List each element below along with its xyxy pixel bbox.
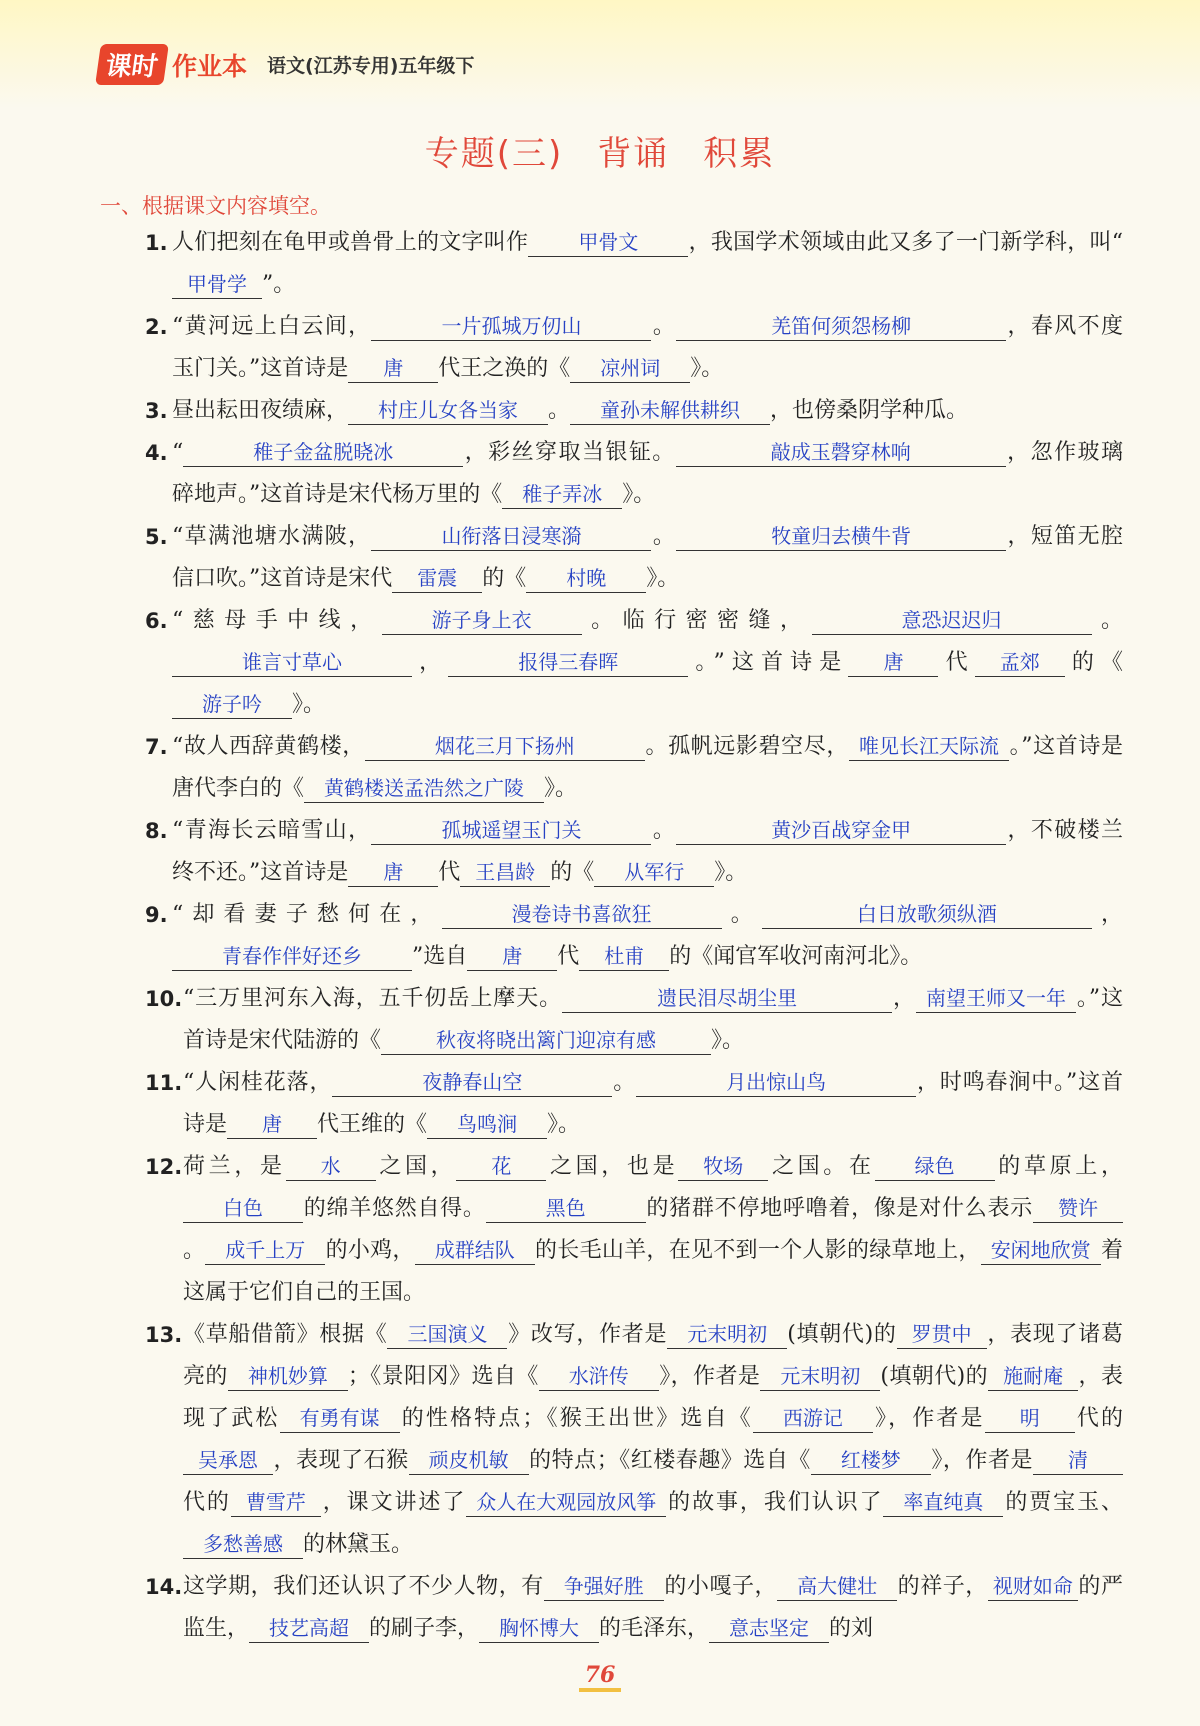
text-segment: (填朝代)的 bbox=[880, 1364, 989, 1389]
book-title: 语文(江苏专用)五年级下 bbox=[267, 55, 475, 77]
question-text bbox=[172, 222, 1123, 306]
text-segment: 荷兰，是 bbox=[183, 1154, 286, 1179]
answer-blank[interactable]: 雷震 bbox=[392, 564, 482, 593]
answer-blank[interactable]: 报得三春晖 bbox=[448, 648, 688, 677]
text-segment: 的《 bbox=[1064, 650, 1123, 675]
answer-blank[interactable]: 争强好胜 bbox=[544, 1572, 664, 1601]
text-segment: ，表现了武松 bbox=[183, 1364, 1123, 1431]
text-segment: ， bbox=[412, 650, 449, 675]
text-segment: 。 bbox=[548, 398, 571, 423]
text-segment: 代王维的《 bbox=[317, 1112, 428, 1137]
question-number: 6. bbox=[145, 609, 168, 633]
question-13 bbox=[145, 1314, 1123, 1566]
text-segment: ，时鸣春涧中。”这首诗是 bbox=[183, 1070, 1124, 1137]
text-segment: “慈母手中线， bbox=[172, 608, 382, 633]
answer-blank[interactable]: 意志坚定 bbox=[709, 1614, 829, 1643]
text-segment: 。 bbox=[721, 902, 762, 927]
answer-blank[interactable]: 夜静春山空 bbox=[332, 1068, 612, 1097]
text-segment: 。 bbox=[612, 1070, 637, 1095]
text-segment: ”选自 bbox=[412, 944, 468, 969]
text-segment: 》，作者是 bbox=[872, 1406, 985, 1431]
text-segment: 的贾宝玉、 bbox=[1003, 1490, 1123, 1515]
text-segment: ，不破楼兰终不还。”这首诗是 bbox=[172, 818, 1123, 885]
text-segment: 的《 bbox=[550, 860, 595, 885]
question-9 bbox=[145, 894, 1123, 978]
text-segment: “青海长云暗雪山， bbox=[172, 818, 372, 843]
answer-blank[interactable]: 牧童归去横牛背 bbox=[676, 522, 1006, 551]
text-segment: 《草船借箭》根据《 bbox=[183, 1322, 388, 1347]
answer-blank[interactable]: 多愁善感 bbox=[183, 1530, 303, 1559]
question-8 bbox=[145, 810, 1123, 894]
question-text bbox=[172, 306, 1123, 390]
text-segment: 的毛泽东， bbox=[599, 1616, 710, 1641]
text-segment: 》。 bbox=[292, 692, 326, 717]
answer-blank[interactable]: 一片孤城万仞山 bbox=[371, 312, 651, 341]
question-number: 9. bbox=[145, 903, 168, 927]
page-header bbox=[0, 0, 1200, 108]
text-segment: 的祥子， bbox=[897, 1574, 988, 1599]
text-segment: 的草原上， bbox=[994, 1154, 1123, 1179]
question-number: 12. bbox=[145, 1155, 183, 1179]
answer-blank[interactable]: 杜甫 bbox=[579, 942, 669, 971]
question-text bbox=[183, 1566, 1123, 1650]
answer-blank[interactable]: 顽皮机敏 bbox=[409, 1446, 529, 1475]
answer-blank[interactable]: 南望王师又一年 bbox=[916, 984, 1076, 1013]
answer-blank[interactable]: 罗贯中 bbox=[897, 1320, 987, 1349]
question-4 bbox=[145, 432, 1123, 516]
question-text bbox=[172, 810, 1123, 894]
text-segment: 代 bbox=[557, 944, 580, 969]
answer-blank[interactable]: 水 bbox=[286, 1152, 376, 1181]
logo-subtitle: 作业本 bbox=[172, 51, 248, 81]
answer-blank[interactable]: 红楼梦 bbox=[811, 1446, 931, 1475]
text-segment: ，忽作玻璃碎地声。”这首诗是宋代杨万里的《 bbox=[172, 440, 1123, 507]
question-text bbox=[183, 1146, 1123, 1314]
text-segment: 的故事，我们认识了 bbox=[666, 1490, 884, 1515]
question-12 bbox=[145, 1146, 1123, 1314]
text-segment: 的小鸡， bbox=[325, 1238, 415, 1263]
text-segment: 之国， bbox=[375, 1154, 457, 1179]
question-2 bbox=[145, 306, 1123, 390]
text-segment: ，也傍桑阴学种瓜。 bbox=[770, 398, 969, 423]
answer-blank[interactable]: 绿色 bbox=[875, 1152, 995, 1181]
text-segment: 代 bbox=[438, 860, 461, 885]
answer-blank[interactable]: 众人在大观园放风筝 bbox=[466, 1488, 666, 1517]
answer-blank[interactable]: 施耐庵 bbox=[988, 1362, 1078, 1391]
answer-blank[interactable]: 唐 bbox=[848, 648, 938, 677]
page-number: 76 bbox=[579, 1662, 622, 1692]
question-number: 14. bbox=[145, 1575, 183, 1599]
text-segment: 》。 bbox=[714, 860, 748, 885]
answer-blank[interactable]: 遗民泪尽胡尘里 bbox=[562, 984, 892, 1013]
answer-blank[interactable]: 白色 bbox=[183, 1194, 303, 1223]
answer-blank[interactable]: 率直纯真 bbox=[883, 1488, 1003, 1517]
text-segment: ，我国学术领域由此又多了一门新学科，叫“ bbox=[688, 230, 1123, 255]
question-text bbox=[183, 1314, 1123, 1566]
answer-blank[interactable]: 敲成玉磬穿林响 bbox=[676, 438, 1006, 467]
question-number: 4. bbox=[145, 441, 168, 465]
text-segment: ，课文讲述了 bbox=[320, 1490, 467, 1515]
question-text bbox=[172, 894, 1123, 978]
text-segment: 。”这首诗是唐代李白的《 bbox=[172, 734, 1123, 801]
answer-blank[interactable]: 成千上万 bbox=[205, 1236, 325, 1265]
answer-blank[interactable]: 稚子金盆脱晓冰 bbox=[183, 438, 463, 467]
text-segment: 。临行密密缝， bbox=[581, 608, 812, 633]
question-text bbox=[172, 432, 1123, 516]
answer-blank[interactable]: 唐 bbox=[348, 858, 438, 887]
answer-blank[interactable]: 白日放歌须纵酒 bbox=[762, 900, 1092, 929]
answer-blank[interactable]: 视财如命 bbox=[988, 1572, 1078, 1601]
text-segment: 》，作者是 bbox=[658, 1364, 761, 1389]
title-recite: 背诵 bbox=[597, 134, 670, 174]
text-segment: 代的 bbox=[183, 1490, 231, 1515]
answer-blank[interactable]: 游子身上衣 bbox=[382, 606, 582, 635]
text-segment: 的严监生， bbox=[183, 1574, 1123, 1641]
text-segment: 之国。在 bbox=[768, 1154, 875, 1179]
answer-blank[interactable]: 烟花三月下扬州 bbox=[365, 732, 645, 761]
text-segment: 。”这首诗是 bbox=[688, 650, 849, 675]
text-segment: 的绵羊悠然自得。 bbox=[303, 1196, 486, 1221]
question-text bbox=[172, 390, 1123, 432]
question-number: 13. bbox=[145, 1323, 183, 1347]
title-accumulate: 积累 bbox=[703, 134, 776, 174]
text-segment: “草满池塘水满陂， bbox=[172, 524, 372, 549]
answer-blank[interactable]: 有勇有谋 bbox=[280, 1404, 400, 1433]
text-segment: “却看妻子愁何在， bbox=[172, 902, 442, 927]
question-7 bbox=[145, 726, 1123, 810]
question-5 bbox=[145, 516, 1123, 600]
answer-blank[interactable]: 成群结队 bbox=[415, 1236, 535, 1265]
answer-blank[interactable]: 唐 bbox=[467, 942, 557, 971]
text-segment: 的《 bbox=[482, 566, 527, 591]
question-text bbox=[183, 1062, 1123, 1146]
question-number: 8. bbox=[145, 819, 168, 843]
answer-blank[interactable]: 从军行 bbox=[594, 858, 714, 887]
text-segment: 人们把刻在龟甲或兽骨上的文字叫作 bbox=[172, 230, 529, 255]
answer-blank[interactable]: 村晚 bbox=[526, 564, 646, 593]
question-number: 11. bbox=[145, 1071, 183, 1095]
answer-blank[interactable]: 三国演义 bbox=[387, 1320, 507, 1349]
text-segment: 。 bbox=[1091, 608, 1123, 633]
text-segment: ；《景阳冈》选自《 bbox=[347, 1364, 539, 1389]
answer-blank[interactable]: 曹雪芹 bbox=[231, 1488, 321, 1517]
answer-blank[interactable]: 孤城遥望玉门关 bbox=[371, 816, 651, 845]
question-11 bbox=[145, 1062, 1123, 1146]
text-segment: 的林黛玉。 bbox=[303, 1532, 414, 1557]
text-segment: 》。 bbox=[622, 482, 656, 507]
answer-blank[interactable]: 高大健壮 bbox=[777, 1572, 897, 1601]
answer-blank[interactable]: 元末明初 bbox=[760, 1362, 880, 1391]
question-text bbox=[172, 726, 1123, 810]
text-segment: 》，作者是 bbox=[930, 1448, 1033, 1473]
text-segment: 这学期，我们还认识了不少人物，有 bbox=[183, 1574, 544, 1599]
answer-blank[interactable]: 山衔落日浸寒漪 bbox=[371, 522, 651, 551]
text-segment: 。 bbox=[651, 314, 677, 339]
text-segment: 。”这首诗是宋代陆游的《 bbox=[183, 986, 1123, 1053]
answer-blank[interactable]: 西游记 bbox=[753, 1404, 873, 1433]
text-segment: 的性格特点；《猴王出世》选自《 bbox=[399, 1406, 753, 1431]
text-segment: 》。 bbox=[544, 776, 578, 801]
logo: 课时 bbox=[95, 44, 169, 85]
text-segment: 代的 bbox=[1074, 1406, 1123, 1431]
answer-blank[interactable]: 安闲地欣赏 bbox=[981, 1236, 1101, 1265]
answer-blank[interactable]: 花 bbox=[456, 1152, 546, 1181]
text-segment: “ bbox=[172, 440, 184, 465]
answer-blank[interactable]: 水浒传 bbox=[539, 1362, 659, 1391]
question-number: 1. bbox=[145, 231, 168, 255]
text-segment: 的猪群不停地呼噜着，像是对什么表示 bbox=[645, 1196, 1033, 1221]
text-segment: 之国，也是 bbox=[546, 1154, 679, 1179]
answer-blank[interactable]: 村庄儿女各当家 bbox=[348, 396, 548, 425]
text-segment: 》。 bbox=[690, 356, 724, 381]
question-14 bbox=[145, 1566, 1123, 1650]
question-number: 2. bbox=[145, 315, 168, 339]
answer-blank[interactable]: 神机妙算 bbox=[228, 1362, 348, 1391]
answer-blank[interactable]: 孟郊 bbox=[975, 648, 1065, 677]
text-segment: “黄河远上白云间， bbox=[172, 314, 372, 339]
text-segment: 》。 bbox=[711, 1028, 745, 1053]
answer-blank[interactable]: 吴承恩 bbox=[183, 1446, 273, 1475]
page-footer bbox=[0, 1662, 1200, 1692]
answer-blank[interactable]: 唐 bbox=[227, 1110, 317, 1139]
answer-blank[interactable]: 黑色 bbox=[486, 1194, 646, 1223]
text-segment: 的刘 bbox=[829, 1616, 874, 1641]
answer-blank[interactable]: 凉州词 bbox=[570, 354, 690, 383]
text-segment: 的特点；《红楼春趣》选自《 bbox=[528, 1448, 811, 1473]
question-10 bbox=[145, 978, 1123, 1062]
page-title bbox=[0, 126, 1200, 175]
text-segment: ， bbox=[1091, 902, 1123, 927]
text-segment: 代 bbox=[938, 650, 975, 675]
text-segment: “故人西辞黄鹤楼， bbox=[172, 734, 365, 759]
text-segment: ，春风不度玉门关。”这首诗是 bbox=[172, 314, 1123, 381]
text-segment: ， bbox=[892, 986, 916, 1011]
title-topic: 专题(三) bbox=[424, 134, 564, 174]
question-text bbox=[172, 516, 1123, 600]
text-segment: “三万里河东入海，五千仞岳上摩天。 bbox=[183, 986, 563, 1011]
question-number: 10. bbox=[145, 987, 183, 1011]
answer-blank[interactable]: 牧场 bbox=[678, 1152, 768, 1181]
answer-blank[interactable]: 羌笛何须怨杨柳 bbox=[676, 312, 1006, 341]
question-text bbox=[183, 978, 1123, 1062]
text-segment: ，短笛无腔信口吹。”这首诗是宋代 bbox=[172, 524, 1123, 591]
brand bbox=[98, 44, 474, 85]
text-segment: “人闲桂花落， bbox=[183, 1070, 333, 1095]
answer-blank[interactable]: 甲骨学 bbox=[172, 270, 262, 299]
question-list bbox=[145, 222, 1123, 1650]
text-segment: 》。 bbox=[646, 566, 680, 591]
answer-blank[interactable]: 甲骨文 bbox=[528, 228, 688, 257]
text-segment: 。孤帆远影碧空尽， bbox=[644, 734, 850, 759]
text-segment: 着这属于它们自己的王国。 bbox=[183, 1238, 1123, 1305]
answer-blank[interactable]: 胸怀博大 bbox=[479, 1614, 599, 1643]
text-segment: 的《闻官军收河南河北》。 bbox=[669, 944, 923, 969]
text-segment: 》。 bbox=[547, 1112, 581, 1137]
answer-blank[interactable]: 童孙未解供耕织 bbox=[570, 396, 770, 425]
answer-blank[interactable]: 清 bbox=[1033, 1446, 1123, 1475]
question-1 bbox=[145, 222, 1123, 306]
text-segment: 。 bbox=[651, 818, 677, 843]
question-number: 7. bbox=[145, 735, 168, 759]
text-segment: 昼出耘田夜绩麻， bbox=[172, 398, 349, 423]
text-segment: 代王之涣的《 bbox=[438, 356, 571, 381]
answer-blank[interactable]: 鸟鸣涧 bbox=[427, 1110, 547, 1139]
text-segment: 的刷子李， bbox=[369, 1616, 480, 1641]
question-number: 5. bbox=[145, 525, 168, 549]
text-segment: ”。 bbox=[262, 272, 296, 297]
text-segment: 的小嘎子， bbox=[663, 1574, 778, 1599]
answer-blank[interactable]: 漫卷诗书喜欲狂 bbox=[442, 900, 722, 929]
answer-blank[interactable]: 黄沙百战穿金甲 bbox=[676, 816, 1006, 845]
answer-blank[interactable]: 唐 bbox=[348, 354, 438, 383]
answer-blank[interactable]: 秋夜将晓出篱门迎凉有感 bbox=[381, 1026, 711, 1055]
answer-blank[interactable]: 元末明初 bbox=[667, 1320, 787, 1349]
answer-blank[interactable]: 谁言寸草心 bbox=[172, 648, 412, 677]
answer-blank[interactable]: 稚子弄冰 bbox=[502, 480, 622, 509]
question-number: 3. bbox=[145, 399, 168, 423]
text-segment: ，表现了诸葛亮的 bbox=[183, 1322, 1123, 1389]
text-segment: 的长毛山羊，在见不到一个人影的绿草地上， bbox=[534, 1238, 981, 1263]
answer-blank[interactable]: 意恐迟迟归 bbox=[812, 606, 1092, 635]
answer-blank[interactable]: 王昌龄 bbox=[460, 858, 550, 887]
text-segment: ，彩丝穿取当银钲。 bbox=[463, 440, 676, 465]
question-text bbox=[172, 600, 1123, 726]
answer-blank[interactable]: 青春作伴好还乡 bbox=[172, 942, 412, 971]
section-heading: 一、根据课文内容填空。 bbox=[100, 194, 331, 218]
answer-blank[interactable]: 月出惊山鸟 bbox=[636, 1068, 916, 1097]
text-segment: 。 bbox=[651, 524, 677, 549]
text-segment: 。 bbox=[183, 1238, 206, 1263]
answer-blank[interactable]: 黄鹤楼送孟浩然之广陵 bbox=[304, 774, 544, 803]
text-segment: ，表现了石猴 bbox=[273, 1448, 409, 1473]
answer-blank[interactable]: 游子吟 bbox=[172, 690, 292, 719]
question-3 bbox=[145, 390, 1123, 432]
answer-blank[interactable]: 明 bbox=[985, 1404, 1075, 1433]
text-segment: 》改写，作者是 bbox=[507, 1322, 668, 1347]
question-6 bbox=[145, 600, 1123, 726]
answer-blank[interactable]: 赞许 bbox=[1033, 1194, 1123, 1223]
answer-blank[interactable]: 唯见长江天际流 bbox=[849, 732, 1009, 761]
answer-blank[interactable]: 技艺高超 bbox=[249, 1614, 369, 1643]
text-segment: (填朝代)的 bbox=[787, 1322, 897, 1347]
